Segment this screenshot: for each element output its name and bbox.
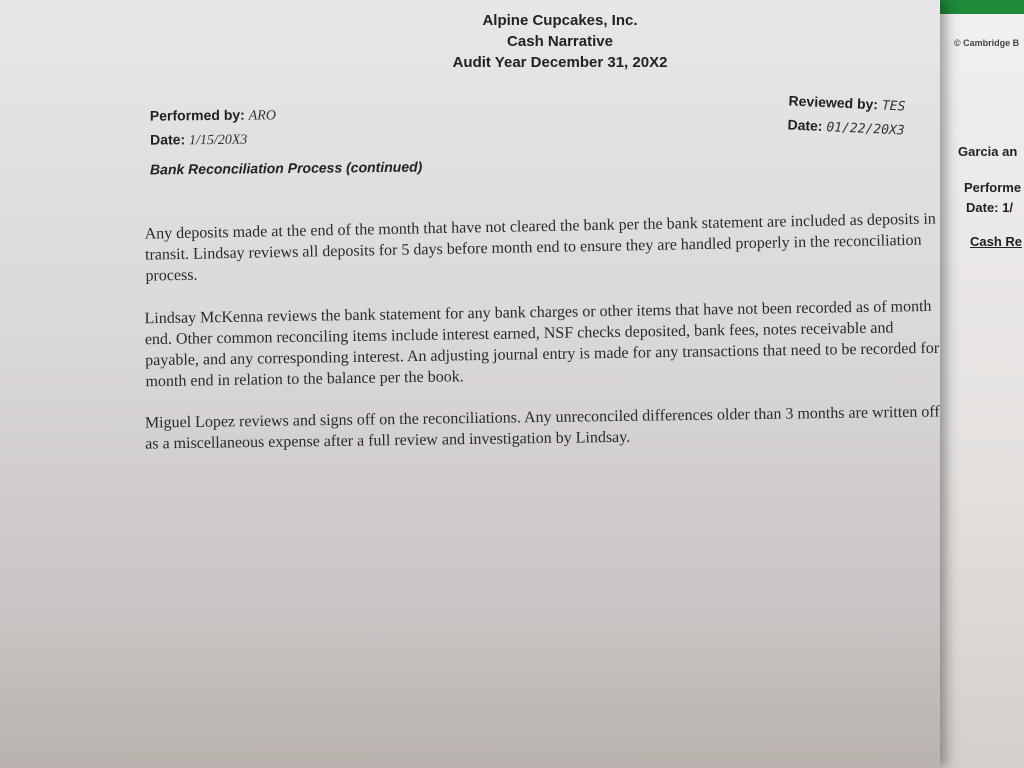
- audit-year: Audit Year December 31, 20X2: [452, 54, 668, 71]
- performed-by-label: Performed by:: [149, 106, 245, 124]
- reviewed-date-value: 01/22/20X3: [826, 120, 905, 139]
- paragraph-review-signoff: Miguel Lopez reviews and signs off on the reconciliations. Any unreconciled differences older than 3 months are written off as a miscellaneous expense after a full review and investigation by Lindsay.: [144, 403, 940, 453]
- green-book-edge: [930, 0, 1024, 14]
- paragraph-reconciling-items: Lindsay McKenna reviews the bank statement for any bank charges or other items that have not been recorded as of month end. Other common reconciling items include interest earned, NSF checks deposited, bank fees, notes receivable and payable, and any corresponding interest. An adjusting journal entry is made for any transactions that need to be recorded for month end in relation to the balance per the book.: [144, 297, 940, 391]
- underlying-date-label: Date: 1/: [966, 200, 1013, 215]
- performed-date-label: Date:: [150, 131, 186, 148]
- copyright-notice: © Cambridge B: [954, 38, 1020, 48]
- performed-by-initials: ARO: [248, 108, 276, 124]
- underlying-company-name: Garcia an: [958, 144, 1018, 159]
- paragraph-deposits-in-transit: Any deposits made at the end of the month that have not cleared the bank per the bank statement are included as deposits in transit. Lindsay reviews all deposits for 5 days before month end to ensure they are handled properly in the reconciliation process.: [144, 210, 937, 285]
- underlying-performed-label: Performe: [964, 180, 1022, 195]
- reviewed-by-label: Reviewed by:: [788, 92, 879, 113]
- underlying-cash-heading: Cash Re: [970, 234, 1023, 249]
- section-heading: Bank Reconciliation Process (continued): [149, 158, 423, 178]
- reviewed-by-initials: TES: [881, 98, 906, 115]
- document-title: Cash Narrative: [507, 33, 613, 50]
- reviewed-block: [787, 89, 906, 142]
- reviewed-date-label: Date:: [787, 116, 823, 134]
- company-name: Alpine Cupcakes, Inc.: [482, 12, 638, 29]
- document-header: [420, 10, 700, 73]
- performed-date-value: 1/15/20X3: [188, 132, 248, 149]
- performed-block: [150, 103, 277, 152]
